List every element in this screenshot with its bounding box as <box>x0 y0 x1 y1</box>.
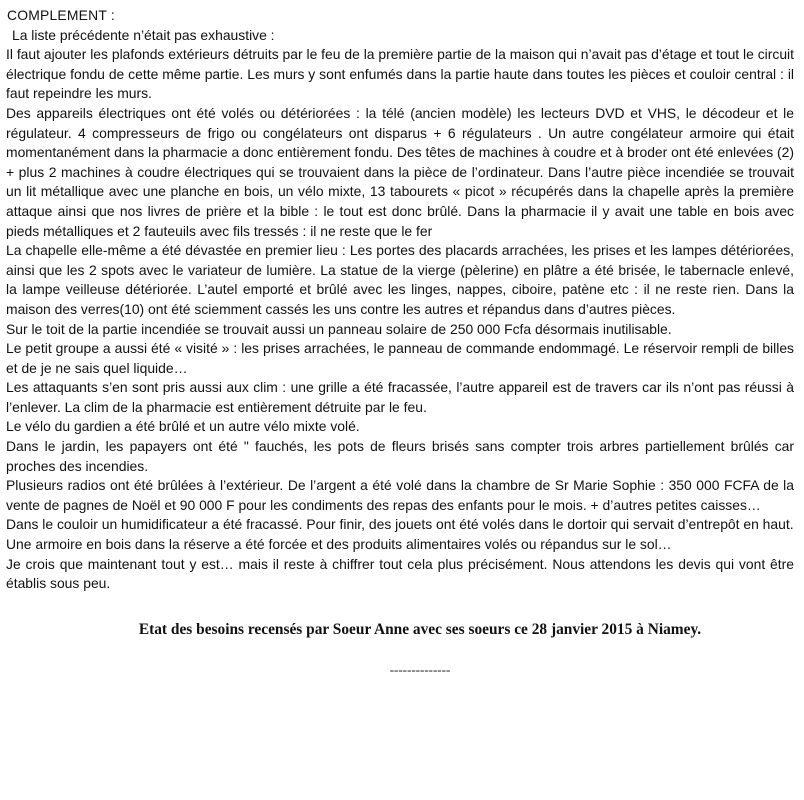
paragraph-generator: Le petit groupe a aussi été « visité » : les prises arrachées, le panneau de commande endommagé. Le réservoir rempli de billes et de je ne sais quel liquide… <box>6 340 794 376</box>
paragraph-ceilings-wiring: Il faut ajouter les plafonds extérieurs détruits par le feu de la première partie de la maison qui n’avait pas d’étage et tout le circuit électrique fondu de cette même partie. Les murs y sont enfumés dans la partie haute dans toutes les pièces et couloir central : il faut repeindre les murs. <box>6 46 794 102</box>
paragraph-conclusion: Je crois que maintenant tout y est… mais il reste à chiffrer tout cela plus précisément. Nous attendons les devis qui vont être établis sous peu. <box>6 555 794 592</box>
separator-line: -------------- <box>389 661 451 677</box>
paragraph-solar-panel: Sur le toit de la partie incendiée se trouvait aussi un panneau solaire de 250 000 Fcfa désormais inutilisable. <box>6 320 672 337</box>
paragraph-wardrobe: Une armoire en bois dans la réserve a été forcée et des produits alimentaires volés ou répandus sur le sol… <box>6 536 672 553</box>
paragraph-intro: La liste précédente n’était pas exhaustive : <box>12 26 275 43</box>
paragraph-humidifier-toys: Dans le couloir un humidificateur a été fracassé. Pour finir, des jouets ont été volés dans le dortoir qui servait d’entrepôt en haut. <box>6 516 794 533</box>
paragraph-radios-money: Plusieurs radios ont été brûlées à l’extérieur. De l’argent a été volé dans la chambre de Sr Marie Sophie : 350 000 FCFA de la vente de pagnes de Noël et 90 000 F pour les condiments des repas des enfants pour le mois. + d’autres petites caisses… <box>6 477 794 513</box>
paragraph-chapel: La chapelle elle-même a été dévastée en premier lieu : Les portes des placards arrachées, les prises et les lampes détériorées, ainsi que les 2 spots avec le variateur de lumière. La statue de la vierge (pèlerine) en plâtre a été brisée, le tabernacle enlevé, la lampe veilleuse détériorée. L’autel emporté et brûlé avec les linges, nappes, ciboire, patène etc : il ne reste rien. Dans la maison des verres(10) ont été sciemment cassés les uns contre les autres et répandus dans d’autres pièces. <box>6 242 794 317</box>
document-heading: COMPLEMENT : <box>7 7 115 23</box>
closing-statement: Etat des besoins recensés par Soeur Anne avec ses soeurs ce 28 janvier 2015 à Niamey. <box>138 620 702 638</box>
paragraph-electrical-appliances: Des appareils électriques ont été volés ou détériorées : la télé (ancien modèle) les lecteurs DVD et VHS, le décodeur et le régulateur. 4 compresseurs de frigo ou congélateurs ont disparus + 6 régulateurs . Un autre congélateur armoire qui était momentanément dans la pharmacie a donc entièrement fondu. Des têtes de machines à coudre et à broder ont été enlevées (2) + plus 2 machines à coudre électriques qui se trouvaient dans la pièce de l’ordinateur. Dans l’autre pièce incendiée se trouvait un lit métallique avec une planche en bois, un vélo mixte, 13 tabourets « picot » récupérés dans la chapelle après la première attaque ainsi que nos livres de prière et la bible : le tout est donc brûlé. Dans la pharmacie il y avait une table en bois avec pieds métalliques et 2 fauteuils avec fils tressés : il ne reste que le fer <box>6 104 794 239</box>
paragraph-bicycles: Le vélo du gardien a été brûlé et un autre vélo mixte volé. <box>6 418 360 435</box>
paragraph-air-conditioners: Les attaquants s’en sont pris aussi aux clim : une grille a été fracassée, l’autre appareil est de travers car ils n’ont pas réussi à l’enlever. La clim de la pharmacie est entièrement détruite par le feu. <box>6 379 794 415</box>
paragraph-garden: Dans le jardin, les papayers ont été " fauchés, les pots de fleurs brisés sans compter trois arbres partiellement brûlés car proches des incendies. <box>6 438 794 474</box>
